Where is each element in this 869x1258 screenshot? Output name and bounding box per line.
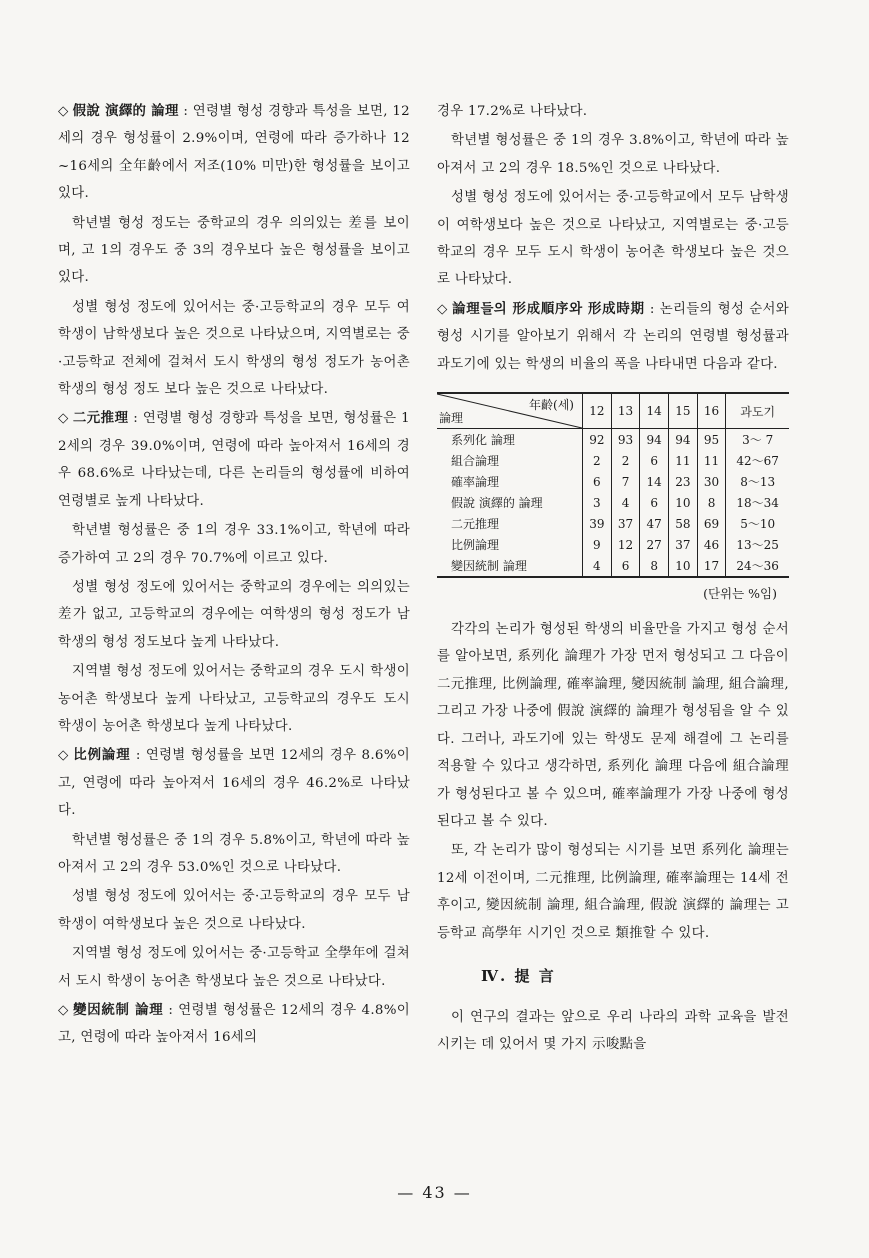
rate-cell: 11 <box>697 450 726 471</box>
table-row <box>437 450 789 471</box>
logic-formation-table <box>437 392 789 578</box>
rate-cell: 6 <box>611 555 640 577</box>
age-header: 15 <box>669 393 698 429</box>
transition-cell: 13～25 <box>726 534 789 555</box>
rate-cell: 6 <box>640 450 669 471</box>
rate-cell: 2 <box>583 450 612 471</box>
rate-cell: 14 <box>640 471 669 492</box>
paragraph <box>58 997 410 1052</box>
paragraph: 성별 형성 정도에 있어서는 중·고등학교의 경우 모두 남학생이 여학생보다 높은 것으로 나타났다. <box>58 889 410 932</box>
transition-cell: 42～67 <box>726 450 789 471</box>
transition-header: 과도기 <box>726 393 789 429</box>
rate-cell: 94 <box>640 429 669 451</box>
table-row <box>437 471 789 492</box>
logic-axis-label: 論理 <box>439 411 464 426</box>
logic-name-cell: 變因統制 論理 <box>451 559 527 574</box>
paragraph-text: : 연령별 형성 경향과 특성을 보면, 형성률은 12세의 경우 39.0%이며, 연령에 따라 높아져서 16세의 경우 68.6%로 나타났는데, 다른 논리들의 형성률에 비하여 연령별로 높게 나타났다. <box>58 411 410 509</box>
left-column <box>58 98 410 1054</box>
rate-cell: 2 <box>611 450 640 471</box>
rate-cell: 93 <box>611 429 640 451</box>
section-heading: 比例論理 <box>73 747 131 764</box>
logic-name-cell: 系列化 論理 <box>451 433 515 448</box>
paragraph: 학년별 형성 정도는 중학교의 경우 의의있는 差를 보이며, 고 1의 경우도 중 3의 경우보다 높은 형성률을 보이고 있다. <box>58 215 410 286</box>
age-axis-label: 年齡(세) <box>529 398 574 413</box>
section-heading: 變因統制 論理 <box>73 1002 164 1018</box>
rate-cell: 39 <box>583 513 612 534</box>
table-row <box>437 534 789 555</box>
age-header: 13 <box>611 393 640 429</box>
table-header-row <box>437 393 789 429</box>
paragraph <box>437 296 789 378</box>
rate-cell: 30 <box>697 471 726 492</box>
paragraph: 지역별 형성 정도에 있어서는 중학교의 경우 도시 학생이 농어촌 학생보다 높게 나타났고, 고등학교의 경우도 도시 학생이 농어촌 학생보다 높게 나타났다. <box>58 664 410 734</box>
right-column <box>437 98 789 1061</box>
diamond-bullet-icon: ◇ <box>58 410 69 427</box>
table-corner-cell <box>437 393 583 429</box>
table-row <box>437 429 789 451</box>
paragraph: 학년별 형성률은 중 1의 경우 33.1%이고, 학년에 따라 증가하여 고 2의 경우 70.7%에 이르고 있다. <box>58 523 410 566</box>
logic-name-cell: 二元推理 <box>451 517 500 532</box>
rate-cell: 23 <box>669 471 698 492</box>
paragraph: 성별 형성 정도에 있어서는 중·고등학교의 경우 모두 여학생이 남학생보다 높은 것으로 나타났으며, 지역별로는 중·고등학교 전체에 걸쳐서 도시 학생의 형성 정도가 농어촌 학생의 형성 정도 보다 높은 것으로 나타났다. <box>58 299 410 398</box>
rate-cell: 37 <box>669 534 698 555</box>
rate-cell: 27 <box>640 534 669 555</box>
page-number: — 43 — <box>397 1183 472 1202</box>
table-row <box>437 513 789 534</box>
rate-cell: 10 <box>669 555 698 577</box>
paragraph: 학년별 형성률은 중 1의 경우 3.8%이고, 학년에 따라 높아져서 고 2의 경우 18.5%인 것으로 나타났다. <box>437 133 789 176</box>
rate-cell: 58 <box>669 513 698 534</box>
rate-cell: 8 <box>697 492 726 513</box>
age-header: 12 <box>583 393 612 429</box>
table-body <box>437 429 789 578</box>
paragraph <box>58 405 410 515</box>
rate-cell: 12 <box>611 534 640 555</box>
rate-cell: 17 <box>697 555 726 577</box>
transition-cell: 5～10 <box>726 513 789 534</box>
rate-cell: 92 <box>583 429 612 451</box>
rate-cell: 37 <box>611 513 640 534</box>
paragraph-text: : 논리들의 형성 순서와 형성 시기를 알아보기 위해서 각 논리의 연령별 형성률과 과도기에 있는 학생의 비율의 폭을 나타내면 다음과 같다. <box>437 301 789 372</box>
logic-name-cell: 確率論理 <box>451 475 500 490</box>
table-row <box>437 555 789 577</box>
rate-cell: 9 <box>583 534 612 555</box>
rate-cell: 10 <box>669 492 698 513</box>
rate-cell: 94 <box>669 429 698 451</box>
paragraph-text: : 연령별 형성 경향과 특성을 보면, 12세의 경우 형성률이 2.9%이며, 연령에 따라 증가하나 12~16세의 全年齡에서 저조(10% 미만)한 형성률을 보이고 있다. <box>58 104 410 202</box>
logic-name-cell: 組合論理 <box>451 454 500 469</box>
paragraph: 각각의 논리가 형성된 학생의 비율만을 가지고 형성 순서를 알아보면, 系列化 論理가 가장 먼저 형성되고 그 다음이 二元推理, 比例論理, 確率論理, 變因統制 論理, 組合論理, 그리고 가장 나중에 假說 演繹的 論理가 형성됨을 알 수 있다. 그러나, 과도기에 있는 학생도 문제 해결에 그 논리를 적용할 수 있다고 생각하면, 系列化 論理 다음에 組合論理가 형성된다고 볼 수 있으며, 確率論理가 가장 나중에 형성된다고 볼 수 있다. <box>437 622 789 829</box>
age-header: 16 <box>697 393 726 429</box>
paragraph: 이 연구의 결과는 앞으로 우리 나라의 과학 교육을 발전시키는 데 있어서 몇 가지 示唆點을 <box>437 1009 789 1053</box>
section-heading: 二元推理 <box>72 410 129 427</box>
section-title: Ⅳ. 提 言 <box>481 966 556 985</box>
paragraph <box>58 98 410 208</box>
rate-cell: 4 <box>583 555 612 577</box>
transition-cell: 3～ 7 <box>726 429 789 451</box>
paragraph: 또, 각 논리가 많이 형성되는 시기를 보면 系列化 論理는 12세 이전이며, 二元推理, 比例論理, 確率論理는 14세 전후이고, 變因統制 論理, 組合論理, 假說 演繹的 論理는 고등학교 高學年 시기인 것으로 類推할 수 있다. <box>437 843 789 941</box>
table-row <box>437 492 789 513</box>
rate-cell: 95 <box>697 429 726 451</box>
diamond-bullet-icon: ◇ <box>58 103 69 119</box>
rate-cell: 11 <box>669 450 698 471</box>
section-heading: 假說 演繹的 論理 <box>72 103 179 119</box>
transition-cell: 24～36 <box>726 555 789 577</box>
rate-cell: 69 <box>697 513 726 534</box>
paragraph <box>58 742 410 824</box>
paragraph: 경우 17.2%로 나타났다. <box>437 104 588 119</box>
rate-cell: 3 <box>583 492 612 513</box>
diamond-bullet-icon: ◇ <box>58 1002 70 1018</box>
rate-cell: 8 <box>640 555 669 577</box>
section-heading: 論理들의 形成順序와 形成時期 <box>452 300 645 317</box>
logic-name-cell: 比例論理 <box>451 538 500 553</box>
diamond-bullet-icon: ◇ <box>437 300 449 317</box>
logic-name-cell: 假說 演繹的 論理 <box>451 496 543 511</box>
rate-cell: 46 <box>697 534 726 555</box>
rate-cell: 6 <box>583 471 612 492</box>
transition-cell: 18～34 <box>726 492 789 513</box>
diamond-bullet-icon: ◇ <box>58 747 70 764</box>
paragraph: 학년별 형성률은 중 1의 경우 5.8%이고, 학년에 따라 높아져서 고 2의 경우 53.0%인 것으로 나타났다. <box>58 832 410 875</box>
paragraph-text: : 연령별 형성률은 12세의 경우 4.8%이고, 연령에 따라 높아져서 16세의 <box>58 1003 410 1046</box>
paragraph: 성별 형성 정도에 있어서는 중학교의 경우에는 의의있는 差가 없고, 고등학교의 경우에는 여학생의 형성 정도가 남학생의 형성 정도보다 높게 나타났다. <box>58 579 410 650</box>
table-unit-note: (단위는 %임) <box>703 586 777 602</box>
rate-cell: 6 <box>640 492 669 513</box>
transition-cell: 8～13 <box>726 471 789 492</box>
age-header: 14 <box>640 393 669 429</box>
rate-cell: 7 <box>611 471 640 492</box>
paragraph: 성별 형성 정도에 있어서는 중·고등학교에서 모두 남학생이 여학생보다 높은 것으로 나타났고, 지역별로는 중·고등학교의 경우 모두 도시 학생이 농어촌 학생보다 높은 것으로 나타났다. <box>437 190 789 288</box>
paragraph-text: : 연령별 형성률을 보면 12세의 경우 8.6%이고, 연령에 따라 높아져서 16세의 경우 46.2%로 나타났다. <box>58 748 410 819</box>
paragraph: 지역별 형성 정도에 있어서는 중·고등학교 全學年에 걸쳐서 도시 학생이 농어촌 학생보다 높은 것으로 나타났다. <box>58 946 410 989</box>
rate-cell: 47 <box>640 513 669 534</box>
rate-cell: 4 <box>611 492 640 513</box>
